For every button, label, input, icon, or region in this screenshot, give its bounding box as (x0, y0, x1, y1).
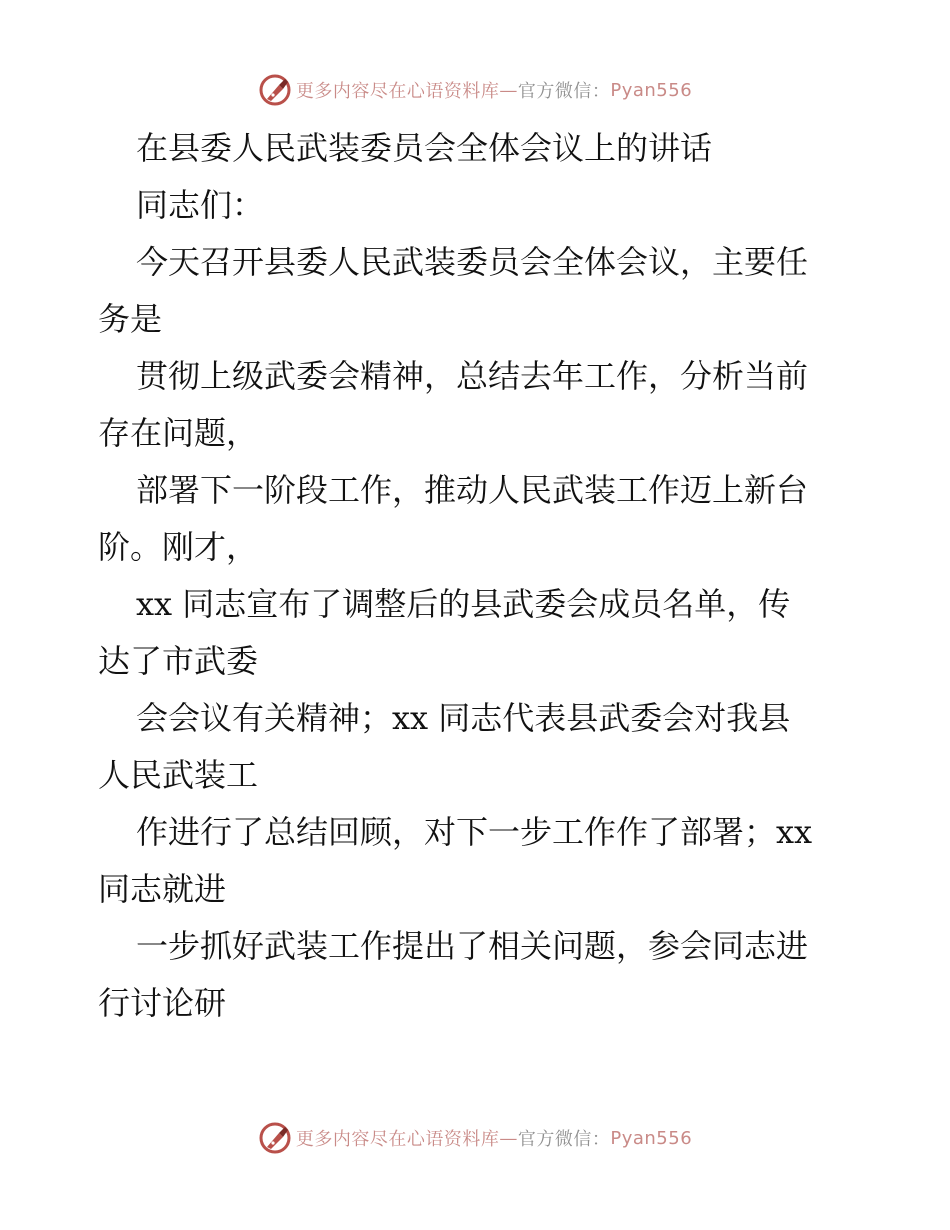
paragraph-line: 今天召开县委人民武装委员会全体会议，主要任 (136, 243, 809, 281)
document-title: 在县委人民武装委员会全体会议上的讲话 (136, 129, 713, 167)
pen-nib-seal-icon (258, 1121, 292, 1155)
header-subtitle: 官方微信： (517, 81, 611, 102)
paragraph-line: 存在问题， (98, 414, 259, 452)
salutation: 同志们： (136, 186, 265, 224)
paragraph-line: xx 同志宣布了调整后的县武委会成员名单，传 (136, 585, 791, 623)
paragraph-line: 行讨论研 (98, 984, 227, 1022)
paragraph-line: 同志就进 (98, 870, 227, 908)
header-wechat-id: Pyan556 (610, 79, 693, 101)
paragraph-line: 一步抓好武装工作提出了相关问题，参会同志进 (136, 927, 809, 965)
header-separator: — (499, 79, 518, 101)
paragraph-line: 人民武装工 (98, 756, 259, 794)
footer-wechat-id: Pyan556 (610, 1127, 693, 1149)
header-brand-text: 更多内容尽在心语资料库 (295, 81, 500, 102)
paragraph-line: 务是 (98, 300, 163, 338)
paragraph-line: 会会议有关精神；xx 同志代表县武委会对我县 (136, 699, 791, 737)
paragraph-line: 作进行了总结回顾，对下一步工作作了部署；xx (136, 813, 813, 851)
paragraph-line: 贯彻上级武委会精神，总结去年工作，分析当前 (136, 357, 809, 395)
footer-brand-text: 更多内容尽在心语资料库 (295, 1129, 500, 1150)
header-banner (0, 70, 950, 110)
paragraph-line: 阶。刚才， (98, 528, 259, 566)
paragraph-line: 达了市武委 (98, 642, 259, 680)
document-body (98, 120, 858, 1080)
footer-banner (0, 1118, 950, 1158)
footer-separator: — (499, 1127, 518, 1149)
footer-subtitle: 官方微信： (517, 1129, 611, 1150)
pen-nib-seal-icon (258, 73, 292, 107)
paragraph-line: 部署下一阶段工作，推动人民武装工作迈上新台 (136, 471, 809, 509)
